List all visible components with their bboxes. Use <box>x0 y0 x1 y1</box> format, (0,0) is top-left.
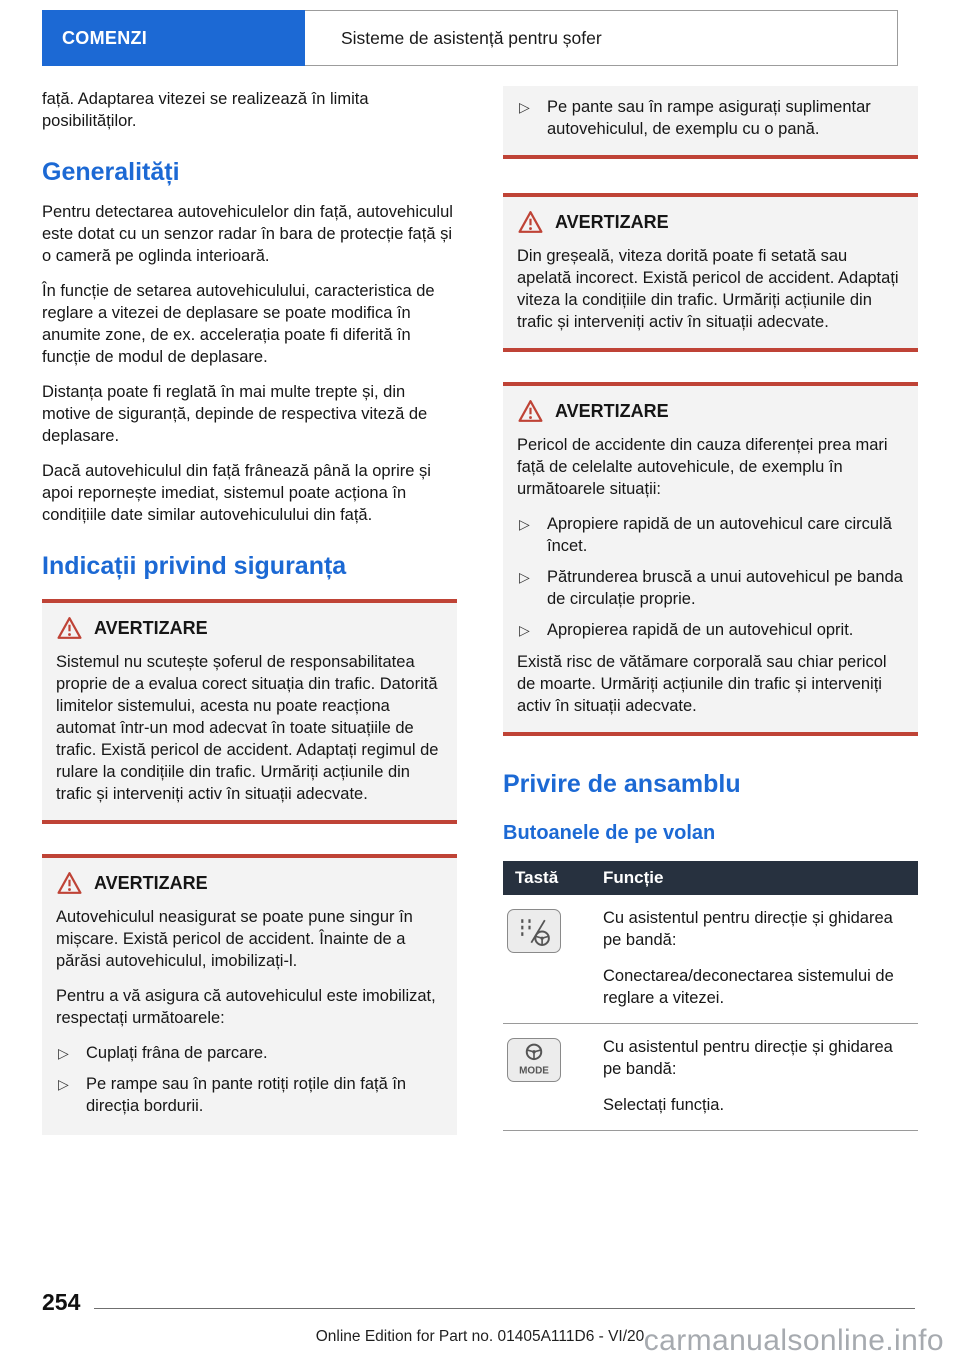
paragraph: În funcție de setarea autovehiculului, caracteristica de reglare a vitezei de deplasare se poate modifica în anumite zone, de ex. accelerația poate fi diferită în funcție de modul de deplasare. <box>42 282 435 366</box>
function-text: Cu asistentul pentru direcție și ghidarea pe bandă: <box>603 1038 893 1078</box>
list-item <box>517 96 904 140</box>
warning-title-row <box>56 871 443 895</box>
right-column <box>503 86 918 1135</box>
list-item <box>517 619 904 641</box>
list-item-text: Pe pante sau în rampe asigurați suplimentar autovehiculul, de exemplu cu o pană. <box>547 98 871 138</box>
warning-title: AVERTIZARE <box>94 617 208 638</box>
footer-rule <box>94 1308 915 1309</box>
function-cell <box>591 907 918 1013</box>
table-row <box>503 895 918 1024</box>
function-text: Conectarea/deconectarea sistemului de reglare a vitezei. <box>603 967 894 1007</box>
bullet-triangle-icon: ▷ <box>58 1045 69 1061</box>
warning-title: AVERTIZARE <box>555 211 669 232</box>
paragraph: Pentru detectarea autovehiculelor din față, autovehiculul este dotat cu un senzor radar în bara de protecție față și o cameră pe oglinda interioară. <box>42 203 453 265</box>
mode-icon-label: MODE <box>519 1065 549 1077</box>
list-item <box>56 1073 443 1117</box>
warning-body: Autovehiculul neasigurat se poate pune singur în mișcare. Există pericol de accident. Înainte de a părăsi autovehiculul, imobilizați-l. <box>56 908 413 970</box>
list-item <box>517 513 904 557</box>
page-number: 254 <box>42 1289 81 1315</box>
warning-triangle-icon <box>56 616 83 640</box>
list-item-text: Apropiere rapidă de un autovehicul care circulă încet. <box>547 515 892 555</box>
warning-body: Pentru a vă asigura că autovehiculul este imobilizat, respectați următoarele: <box>56 987 436 1027</box>
page-header <box>42 10 898 66</box>
warning-title: AVERTIZARE <box>94 872 208 893</box>
footer <box>42 1289 915 1316</box>
warning-body: Din greșeală, viteza dorită poate fi setată sau apelată incorect. Există pericol de accident. Adaptați viteza la condițiile din trafic. Urmăriți acțiunile din trafic și interveniți activ în situații adecvate. <box>517 247 899 331</box>
warning-title-row <box>56 616 443 640</box>
column-header-function: Funcție <box>603 868 664 887</box>
warning-body: Există risc de vătămare corporală sau chiar pericol de moarte. Urmăriți acțiunile din trafic și interveniți activ în situații adecvate. <box>517 653 887 715</box>
list-item <box>517 566 904 610</box>
warning-triangle-icon <box>517 399 544 423</box>
steering-lane-assist-button-icon <box>507 909 561 953</box>
column-header-key: Tastă <box>515 868 559 887</box>
warning-body: Sistemul nu scutește șoferul de responsabilitatea proprie de a evalua corect situația din trafic. Datorită limitelor sistemului, acesta nu poate reacționa automat într-un mod adecvat în toate situațiile de trafic. Există pericol de accident. Adaptați regimul de rulare la condițiile din trafic. Urmăriți acțiunile din trafic și interveniți activ în situații adecvate. <box>56 653 439 803</box>
intro-paragraph: față. Adaptarea vitezei se realizează în limita posibilităților. <box>42 90 369 130</box>
heading-overview: Privire de ansamblu <box>503 770 741 798</box>
list-item-text: Apropierea rapidă de un autovehicul oprit. <box>547 621 854 639</box>
list-item <box>56 1042 443 1064</box>
chapter-label: COMENZI <box>42 10 305 66</box>
heading-generalitati: Generalități <box>42 158 180 186</box>
list-item-text: Pătrunderea bruscă a unui autovehicul pe banda de circulație proprie. <box>547 568 903 608</box>
key-icon-cell <box>503 1036 591 1120</box>
warning-title-row <box>517 210 904 234</box>
watermark-text: carmanualsonline.info <box>643 1324 944 1357</box>
content-columns <box>42 86 918 1135</box>
function-cell <box>591 1036 918 1120</box>
bullet-triangle-icon: ▷ <box>519 622 530 638</box>
warning-title-row <box>517 399 904 423</box>
key-icon-cell <box>503 907 591 1013</box>
left-column <box>42 86 457 1135</box>
table-header <box>503 861 918 895</box>
paragraph: Dacă autovehiculul din față frânează până la oprire și apoi repornește imediat, sistemul poate acționa în condițiile date similar autovehiculului din față. <box>42 462 431 524</box>
warning-box <box>503 382 918 736</box>
paragraph: Distanța poate fi reglată în mai multe trepte și, din motive de siguranță, depinde de respectiva viteză de deplasare. <box>42 383 428 445</box>
warning-box <box>42 599 457 824</box>
heading-safety-notes: Indicații privind siguranța <box>42 552 347 580</box>
function-text: Selectați funcția. <box>603 1096 725 1114</box>
list-item-text: Cuplați frâna de parcare. <box>86 1044 268 1062</box>
warning-body: Pericol de accidente din cauza diferenței prea mari față de celelalte autovehicule, de exemplu în următoarele situații: <box>517 436 888 498</box>
bullet-triangle-icon: ▷ <box>519 569 530 585</box>
table-row <box>503 1024 918 1131</box>
bullet-triangle-icon: ▷ <box>58 1076 69 1092</box>
warning-box <box>503 193 918 352</box>
bullet-triangle-icon: ▷ <box>519 99 530 115</box>
warning-box-continuation <box>503 86 918 159</box>
list-item-text: Pe rampe sau în pante rotiți roțile din față în direcția bordurii. <box>86 1075 407 1115</box>
warning-title: AVERTIZARE <box>555 400 669 421</box>
edition-note: Online Edition for Part no. 01405A111D6 - VI/20 <box>315 1328 645 1345</box>
section-title: Sisteme de asistență pentru șofer <box>305 10 898 66</box>
function-text: Cu asistentul pentru direcție și ghidarea pe bandă: <box>603 909 893 949</box>
warning-triangle-icon <box>517 210 544 234</box>
warning-box <box>42 854 457 1135</box>
heading-steering-wheel-buttons: Butoanele de pe volan <box>503 822 716 844</box>
mode-button-icon <box>507 1038 561 1082</box>
warning-triangle-icon <box>56 871 83 895</box>
bullet-triangle-icon: ▷ <box>519 516 530 532</box>
buttons-table <box>503 861 918 1131</box>
